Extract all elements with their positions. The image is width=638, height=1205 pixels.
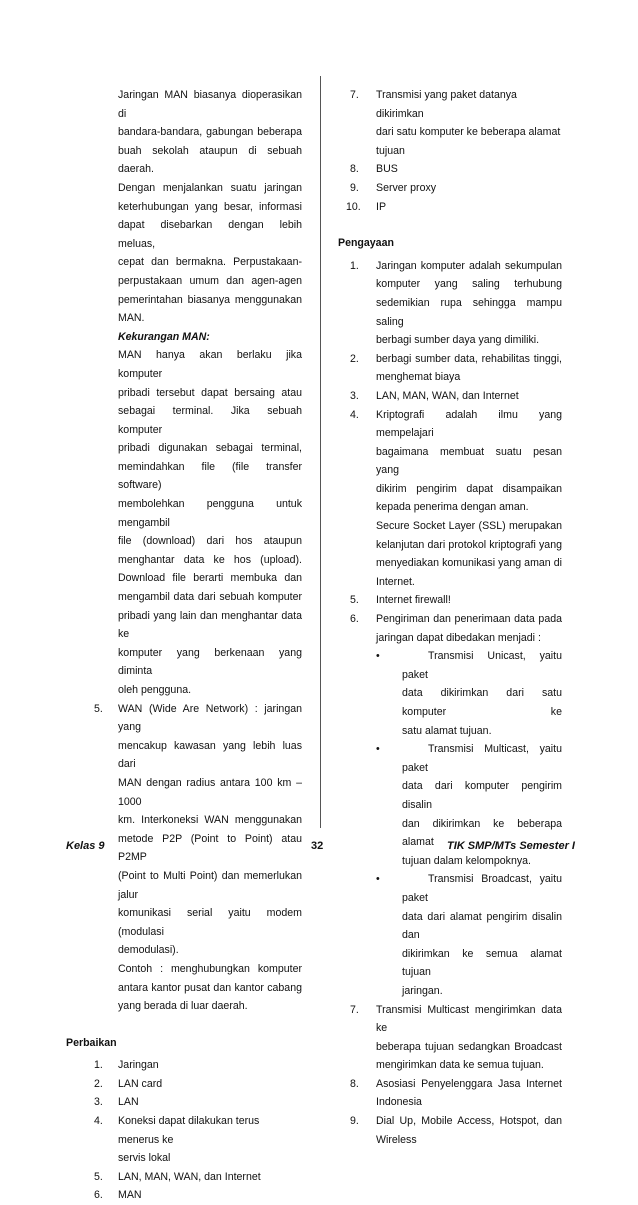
text-line: dikirimkan ke semua alamat tujuan	[402, 947, 562, 979]
item-number: 6.	[350, 613, 359, 626]
text-line: kelanjutan dari protokol kriptografi yang	[376, 538, 562, 551]
list-item	[66, 1186, 302, 1205]
text-line: Transmisi Multicast, yaitu paket	[402, 743, 562, 774]
man-paragraph	[118, 86, 302, 700]
text-line: mengirimkan data ke semua tujuan.	[376, 1059, 544, 1072]
text-line: MAN dengan radius antara 100 km – 1000	[118, 776, 302, 808]
text-line: menghantar data ke hos (upload).	[118, 553, 302, 566]
item-number: 3.	[350, 389, 359, 402]
footer-class-label: Kelas 9	[66, 840, 105, 852]
item-number: 9.	[350, 1115, 359, 1128]
text-line: komunikasi serial yaitu modem (modulasi	[118, 907, 302, 938]
text-line: Asosiasi Penyelenggara Jasa Internet	[376, 1077, 562, 1090]
item-number: 2.	[94, 1077, 103, 1090]
text-line: LAN, MAN, WAN, dan Internet	[118, 1170, 261, 1183]
text-line: data dari komputer pengirim disalin	[402, 780, 562, 811]
text-line: bagaimana membuat suatu pesan yang	[376, 445, 562, 477]
bullet-icon: •	[376, 650, 380, 663]
text-line: MAN hanya akan berlaku jika komputer	[118, 349, 302, 380]
text-line: beberapa tujuan sedangkan Broadcast	[376, 1040, 562, 1053]
text-line: membolehkan pengguna untuk mengambil	[118, 498, 302, 529]
item-number: 10.	[346, 200, 361, 213]
column-divider	[320, 76, 321, 828]
text-line: Server proxy	[376, 181, 437, 194]
bullet-item	[340, 870, 562, 1000]
text-line: Secure Socket Layer (SSL) merupakan	[376, 520, 562, 533]
text-line: Dial Up, Mobile Access, Hotspot, dan	[376, 1115, 562, 1128]
item-number: 7.	[350, 1003, 359, 1016]
text-line: (Point to Multi Point) dan memerlukan jalur	[118, 869, 302, 901]
item-number: 3.	[94, 1096, 103, 1109]
item-number: 5.	[350, 594, 359, 607]
bullet-icon: •	[376, 873, 380, 886]
text-line: pribadi tersebut dapat bersaing atau	[118, 386, 302, 399]
text-line: komputer yang berkenaan yang diminta	[118, 646, 302, 678]
perbaikan-heading: Perbaikan	[66, 1036, 117, 1049]
item-number: 4.	[350, 408, 359, 421]
text-line: menghemat biaya	[376, 371, 461, 384]
text-line: MAN	[118, 1189, 142, 1202]
text-line: data dari alamat pengirim disalin dan	[402, 910, 562, 942]
text-line: servis lokal	[118, 1152, 171, 1165]
list-item	[66, 1168, 302, 1187]
text-line: dikirim pengirim dapat disampaikan	[376, 482, 562, 495]
list-item	[340, 1075, 562, 1112]
text-line: oleh pengguna.	[118, 684, 192, 696]
text-line: mengambil data dari sebuah komputer	[118, 591, 302, 604]
text-line: tujuan	[376, 144, 405, 157]
item-number: 6.	[94, 1189, 103, 1202]
list-item	[340, 406, 562, 592]
list-item	[66, 1112, 302, 1168]
text-line: BUS	[376, 163, 398, 176]
text-line: menyediakan komunikasi yang aman di	[376, 557, 562, 570]
text-line: cepat dan bermakna. Perpustakaan-	[118, 256, 302, 269]
text-line: keterhubungan yang besar, informasi	[118, 200, 302, 213]
text-line: Koneksi dapat dilakukan terus menerus ke	[118, 1115, 260, 1146]
text-line: Transmisi yang paket datanya dikirimkan	[376, 89, 517, 120]
text-line: Contoh : menghubungkan komputer	[118, 962, 302, 975]
item-number: 4.	[94, 1115, 103, 1128]
text-line: metode P2P (Point to Point) atau P2MP	[118, 832, 302, 864]
pengayaan-heading: Pengayaan	[338, 237, 394, 250]
text-line: IP	[376, 200, 387, 213]
list-item	[340, 387, 562, 406]
text-line: LAN, MAN, WAN, dan Internet	[376, 389, 519, 402]
text-line: Jaringan komputer adalah sekumpulan	[376, 259, 562, 272]
right-column	[340, 86, 562, 1149]
list-item	[340, 160, 562, 179]
list-item	[340, 86, 562, 160]
text-line: Transmisi Multicast mengirimkan data ke	[376, 1003, 562, 1035]
text-line: berbagi sumber data, rehabilitas tinggi,	[376, 352, 562, 365]
bullet-icon: •	[376, 743, 380, 756]
list-item	[340, 610, 562, 647]
list-item	[340, 591, 562, 610]
text-line: dan dikirimkan ke beberapa alamat	[402, 817, 562, 849]
list-item	[340, 1112, 562, 1149]
item-number: 8.	[350, 1077, 359, 1090]
footer-book-title: TIK SMP/MTs Semester I	[447, 840, 575, 852]
list-item-wan	[66, 700, 302, 1016]
list-item	[340, 1001, 562, 1075]
left-column	[66, 86, 302, 1205]
text-line: LAN card	[118, 1077, 163, 1090]
kekurangan-heading: Kekurangan MAN:	[118, 330, 210, 343]
text-line: berbagi sumber daya yang dimiliki.	[376, 334, 540, 347]
text-line: LAN	[118, 1096, 139, 1109]
item-number: 2.	[350, 352, 359, 365]
text-line: sebagai terminal. Jika sebuah komputer	[118, 405, 302, 436]
text-line: data dikirimkan dari satu komputer ke	[402, 687, 562, 718]
text-line: yang berada di luar daerah.	[118, 1000, 248, 1013]
text-line: file (download) dari hos ataupun	[118, 535, 302, 548]
item-number: 5.	[94, 1170, 103, 1183]
item-number: 1.	[350, 259, 359, 272]
list-item	[340, 257, 562, 350]
text-line: km. Interkoneksi WAN menggunakan	[118, 814, 302, 827]
bullet-item	[340, 647, 562, 740]
text-line: MAN.	[118, 312, 145, 325]
text-line: Indonesia	[376, 1096, 422, 1109]
item-number: 8.	[350, 163, 359, 176]
list-item	[340, 198, 562, 217]
text-line: pribadi digunakan sebagai terminal,	[118, 442, 302, 455]
text-line: Internet.	[376, 575, 415, 588]
text-line: demodulasi).	[118, 944, 179, 957]
list-item	[66, 1056, 302, 1075]
list-item	[66, 1075, 302, 1094]
text-line: jaringan.	[402, 984, 443, 997]
text-line: Jaringan MAN biasanya dioperasikan di	[118, 89, 302, 120]
text-line: pribadi yang lain dan menghantar data ke	[118, 609, 302, 641]
list-item	[340, 179, 562, 198]
text-line: dapat disebarkan dengan lebih meluas,	[118, 219, 302, 250]
list-item	[340, 350, 562, 387]
item-number: 7.	[350, 89, 359, 101]
item-number: 9.	[350, 181, 359, 194]
text-line: Download file berarti membuka dan	[118, 572, 302, 585]
text-line: bandara-bandara, gabungan beberapa	[118, 126, 302, 139]
text-line: kepada penerima dengan aman.	[376, 501, 529, 514]
text-line: komputer yang saling terhubung	[376, 278, 562, 291]
text-line: buah sekolah ataupun di sebuah daerah.	[118, 144, 302, 176]
text-line: jaringan dapat dibedakan menjadi :	[376, 631, 541, 644]
text-line: Internet firewall!	[376, 594, 451, 607]
text-line: Dengan menjalankan suatu jaringan	[118, 181, 302, 194]
text-line: antara kantor pusat dan kantor cabang	[118, 981, 302, 994]
text-line: memindahkan file (file transfer software)	[118, 460, 302, 492]
text-line: tujuan dalam kelompoknya.	[402, 854, 531, 867]
text-line: Transmisi Unicast, yaitu paket	[402, 650, 562, 681]
text-line: Wireless	[376, 1133, 417, 1146]
text-line: perpustakaan umum dan agen-agen	[118, 274, 302, 287]
text-line: mencakup kawasan yang lebih luas dari	[118, 739, 302, 771]
text-line: Pengiriman dan penerimaan data pada	[376, 613, 562, 626]
item-number: 5.	[94, 702, 103, 715]
text-line: WAN (Wide Are Network) : jaringan yang	[118, 702, 302, 734]
text-line: dari satu komputer ke beberapa alamat	[376, 126, 561, 139]
text-line: sedemikian rupa sehingga mampu saling	[376, 296, 562, 328]
text-line: Jaringan	[118, 1059, 159, 1072]
text-line: satu alamat tujuan.	[402, 724, 492, 737]
text-line: Transmisi Broadcast, yaitu paket	[402, 873, 562, 904]
text-line: Kriptografi adalah ilmu yang mempelajari	[376, 408, 562, 440]
item-number: 1.	[94, 1059, 103, 1072]
list-item	[66, 1093, 302, 1112]
page-number: 32	[311, 840, 324, 852]
text-line: pemerintahan biasanya menggunakan	[118, 293, 302, 306]
